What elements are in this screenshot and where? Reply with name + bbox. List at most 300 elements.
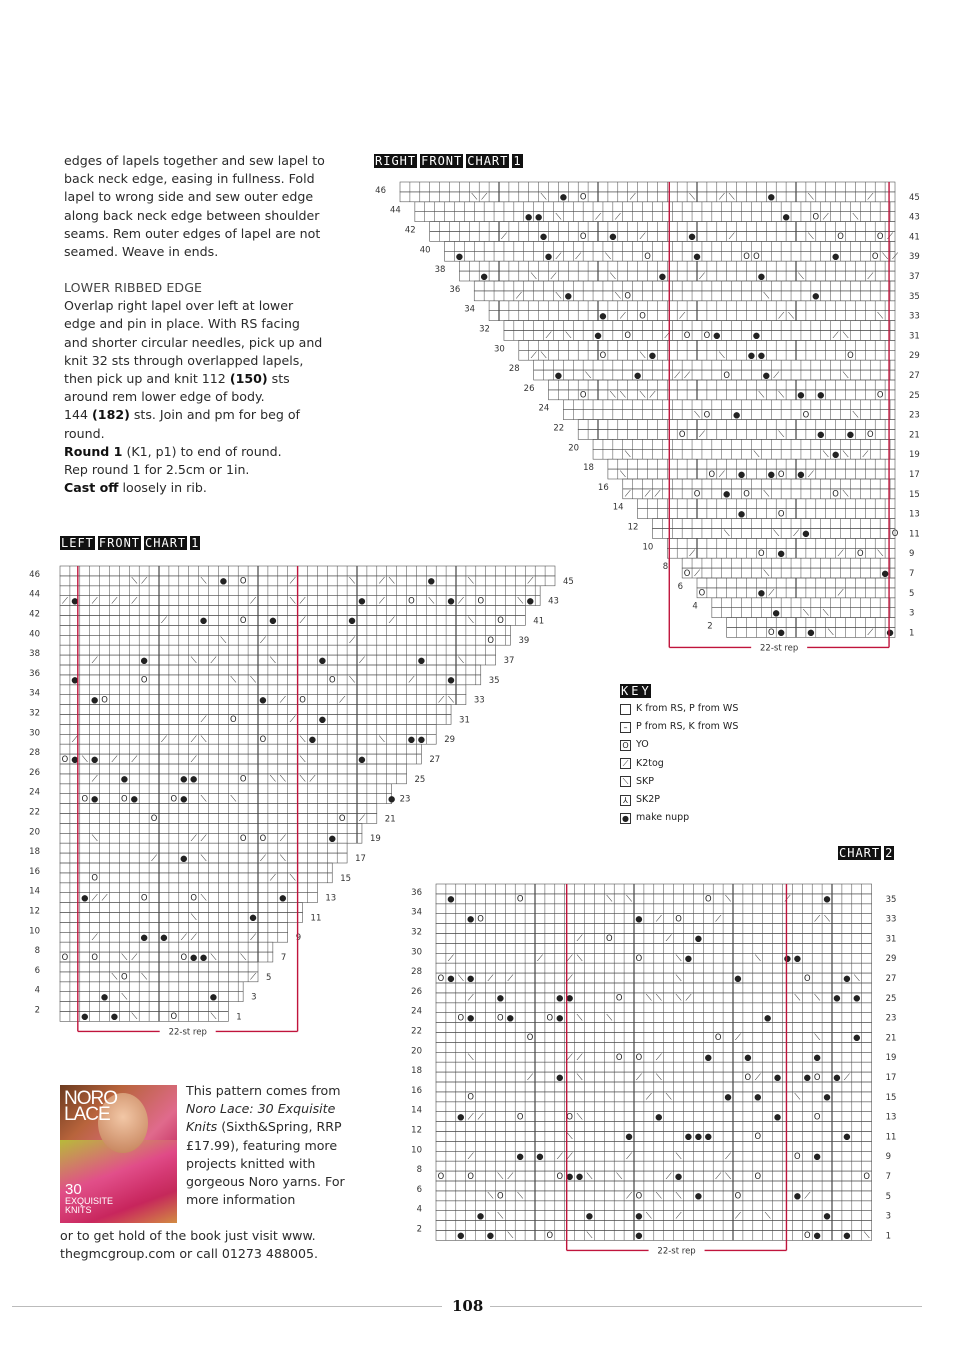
stitch-symbol: ● <box>219 575 228 586</box>
row-number: 24 <box>411 1006 422 1017</box>
stitch-symbol: ⟍ <box>754 953 761 963</box>
stitch-count: 144 (182) sts. Join and pm for beg of round. <box>64 407 300 441</box>
stitch-symbol: ● <box>747 350 756 360</box>
stitch-symbol: ⟋ <box>725 1151 731 1161</box>
stitch-symbol: ⟍ <box>279 773 286 784</box>
stitch-symbol: ⟍ <box>645 992 652 1003</box>
stitch-symbol: ● <box>328 833 336 843</box>
chart-row <box>60 685 466 695</box>
stitch-symbol: ● <box>777 627 785 638</box>
stitch-symbol: ⟍ <box>728 191 735 202</box>
stitch-symbol: ⟍ <box>190 912 197 923</box>
stitch-symbol: ⟍ <box>200 892 207 903</box>
stitch-symbol: ⟍ <box>852 409 859 420</box>
stitch-symbol: O <box>683 330 691 341</box>
row-number: 1 <box>909 628 915 639</box>
stitch-symbol: ● <box>506 1012 514 1023</box>
stitch-symbol: ⟍ <box>210 1011 217 1022</box>
row-number: 6 <box>677 581 683 592</box>
stitch-symbol: ⟋ <box>679 310 686 321</box>
row-number: 37 <box>909 272 920 282</box>
row-number: 7 <box>909 569 915 579</box>
stitch-symbol: ⟋ <box>773 369 780 380</box>
row-number: 9 <box>885 1152 892 1163</box>
row-number: 30 <box>29 728 40 739</box>
row-number: 36 <box>29 668 40 679</box>
stitch-symbol: ⟍ <box>807 191 814 202</box>
stitch-symbol: ⟋ <box>359 813 365 824</box>
stitch-symbol: ⟍ <box>576 1071 583 1082</box>
stitch-symbol: O <box>794 1151 801 1161</box>
row-number: 3 <box>909 608 915 619</box>
stitch-symbol: ⟋ <box>299 615 306 626</box>
row-number: 42 <box>29 609 40 620</box>
stitch-symbol: O <box>723 369 730 380</box>
stitch-symbol: ⟋ <box>408 674 415 685</box>
row-number: 15 <box>340 873 352 884</box>
stitch-symbol: ⟍ <box>121 951 128 962</box>
stitch-symbol: ⟍ <box>91 833 98 843</box>
row-number: 26 <box>411 986 422 997</box>
row-number: 43 <box>909 212 920 223</box>
row-number: 28 <box>29 748 40 759</box>
stitch-symbol: O <box>744 1071 752 1082</box>
row-number: 33 <box>885 914 897 925</box>
stitch-symbol: ⟋ <box>200 833 207 843</box>
row-number: 8 <box>34 946 40 957</box>
stitch-symbol: O <box>777 508 785 519</box>
stitch-symbol: ● <box>100 991 109 1002</box>
stitch-symbol: ● <box>802 528 810 539</box>
row-number: 19 <box>885 1053 897 1064</box>
stitch-symbol: ● <box>564 290 572 301</box>
stitch-symbol: ● <box>833 1071 841 1082</box>
stitch-symbol: ⟍ <box>576 1111 583 1122</box>
row-number: 31 <box>459 715 470 726</box>
stitch-symbol: ● <box>189 951 198 962</box>
stitch-symbol: ⟍ <box>576 1012 583 1023</box>
stitch-symbol: ● <box>797 468 805 479</box>
stitch-symbol: ⟋ <box>694 567 700 578</box>
row-number: 36 <box>449 284 461 295</box>
row-number: 22 <box>553 423 565 434</box>
row-number: 40 <box>29 629 40 640</box>
stitch-symbol: ⟍ <box>606 893 613 904</box>
stitch-symbol: ● <box>782 211 790 222</box>
stitch-symbol: O <box>635 1052 643 1062</box>
stitch-symbol: ⟍ <box>200 575 207 586</box>
stitch-symbol: ● <box>797 389 805 400</box>
stitch-symbol: ● <box>457 1111 465 1122</box>
stitch-symbol: ⟋ <box>629 191 636 202</box>
chart-row <box>652 519 895 529</box>
chart-row <box>623 479 895 489</box>
stitch-symbol: ● <box>539 231 548 242</box>
stitch-symbol: ● <box>71 674 79 685</box>
stitch-symbol: ⟋ <box>62 595 68 606</box>
row-number: 14 <box>411 1105 422 1116</box>
stitch-symbol: O <box>81 793 89 804</box>
stitch-symbol: ⟋ <box>862 449 869 459</box>
stitch-symbol: O <box>743 251 750 261</box>
row-number: 23 <box>909 410 920 421</box>
stitch-symbol: ● <box>817 429 825 440</box>
stitch-symbol: ⟋ <box>299 595 306 606</box>
stitch-symbol: ⟋ <box>200 714 207 725</box>
row-number: 2 <box>707 621 713 632</box>
stitch-symbol: ⟋ <box>639 231 646 242</box>
stitch-symbol: ● <box>783 953 792 963</box>
row-number: 44 <box>390 205 401 216</box>
stitch-symbol: O <box>683 567 691 578</box>
stitch-symbol: ⟍ <box>131 1011 138 1022</box>
stitch-symbol: ⟋ <box>654 488 661 499</box>
stitch-symbol: ⟍ <box>458 654 464 665</box>
stitch-symbol: ⟍ <box>624 449 631 459</box>
stitch-symbol: ⟍ <box>763 290 770 301</box>
chart-row <box>60 863 332 873</box>
stitch-symbol: ⟍ <box>689 191 695 202</box>
stitch-symbol: O <box>579 231 587 242</box>
stitch-symbol: ⟋ <box>699 429 705 440</box>
stitch-symbol: ⟋ <box>161 734 167 744</box>
stitch-symbol: ● <box>684 953 693 963</box>
stitch-symbol: ● <box>704 1052 712 1062</box>
row-number: 33 <box>909 311 920 322</box>
stitch-symbol: ⟋ <box>728 231 735 242</box>
repeat-label: 22-st rep <box>760 643 799 654</box>
stitch-symbol: ⟍ <box>530 270 537 281</box>
row-number: 21 <box>384 814 396 825</box>
stitch-symbol: ⟋ <box>515 290 522 301</box>
row-number: 14 <box>612 502 624 513</box>
stitch-symbol: ⟋ <box>624 488 631 499</box>
row-number: 18 <box>29 847 40 858</box>
stitch-symbol: ⟋ <box>527 1071 533 1082</box>
stitch-symbol: ● <box>90 793 99 804</box>
stitch-symbol: ● <box>773 1111 782 1122</box>
chart-row <box>474 281 895 291</box>
stitch-symbol: ⟋ <box>530 350 537 360</box>
stitch-symbol: ⟍ <box>763 567 770 578</box>
stitch-symbol: ⟍ <box>807 231 814 242</box>
stitch-symbol: ⟋ <box>867 191 874 202</box>
row-number: 25 <box>414 774 426 785</box>
stitch-symbol: O <box>150 813 158 824</box>
stitch-symbol: ⟋ <box>566 1151 573 1161</box>
stitch-symbol: ⟋ <box>566 953 573 963</box>
stitch-symbol: ⟍ <box>802 607 809 618</box>
chart-row <box>60 675 481 685</box>
stitch-symbol: O <box>624 330 631 341</box>
stitch-symbol: ⟋ <box>141 575 148 586</box>
row-number: 5 <box>909 588 915 599</box>
row-number: 10 <box>29 926 40 937</box>
stitch-symbol: ⟍ <box>763 488 770 499</box>
stitch-symbol: ⟋ <box>131 951 138 962</box>
stitch-symbol: ⟍ <box>585 369 592 380</box>
row-number: 20 <box>411 1046 422 1057</box>
row-number: 8 <box>416 1165 422 1176</box>
stitch-symbol: ⟋ <box>555 251 562 261</box>
row-number: 29 <box>909 351 920 362</box>
stitch-symbol: O <box>777 468 785 479</box>
stitch-symbol: ⟍ <box>614 290 621 301</box>
stitch-symbol: ● <box>803 1071 811 1082</box>
stitch-symbol: ⟋ <box>684 369 691 380</box>
stitch-symbol: ● <box>110 1011 119 1022</box>
stitch-symbol: ⟍ <box>675 992 682 1003</box>
chart-row <box>60 833 362 843</box>
stitch-symbol: ⟋ <box>131 753 138 764</box>
stitch-symbol: ⟋ <box>527 575 534 586</box>
stitch-symbol: ● <box>554 369 563 380</box>
cast-off-instruction: Cast off loosely in rib. <box>64 480 207 496</box>
stitch-symbol: ⟍ <box>877 310 884 321</box>
stitch-symbol: ⟍ <box>467 1052 474 1062</box>
stitch-symbol: O <box>579 389 587 400</box>
stitch-symbol: ⟍ <box>606 1012 613 1023</box>
row-number: 4 <box>692 601 698 612</box>
stitch-symbol: ⟋ <box>210 654 217 665</box>
stitch-symbol: ● <box>544 251 553 261</box>
stitch-symbol: ⟍ <box>467 575 474 586</box>
row-number: 29 <box>885 954 897 965</box>
stitch-symbol: ⟍ <box>723 528 730 539</box>
row-number: 26 <box>523 383 535 394</box>
chart-row <box>504 321 895 331</box>
stitch-symbol: O <box>708 468 716 479</box>
stitch-symbol: ⟋ <box>467 992 474 1003</box>
stitch-symbol: ⟋ <box>250 971 256 982</box>
stitch-symbol: ⟍ <box>814 992 821 1003</box>
stitch-symbol: ⟋ <box>674 369 681 380</box>
stitch-symbol: O <box>239 575 247 586</box>
stitch-symbol: ⟋ <box>754 1071 761 1082</box>
row-number: 39 <box>909 252 920 263</box>
stitch-symbol: ● <box>633 369 642 380</box>
row-number: 27 <box>885 974 897 984</box>
stitch-symbol: ⟋ <box>501 231 507 242</box>
stitch-symbol: ● <box>559 191 568 202</box>
stitch-symbol: ● <box>817 389 825 400</box>
stitch-symbol: ⟋ <box>689 548 695 558</box>
stitch-symbol: ⟍ <box>798 270 804 281</box>
stitch-symbol: O <box>871 251 879 261</box>
stitch-symbol: ⟍ <box>378 734 385 744</box>
chart2-title: CHART 2 <box>839 846 894 860</box>
stitch-symbol: O <box>803 972 811 983</box>
stitch-symbol: ● <box>635 913 643 924</box>
row-number: 35 <box>885 894 897 905</box>
stitch-symbol: ⟋ <box>151 852 157 863</box>
chart-row <box>60 635 510 645</box>
stitch-symbol: O <box>239 773 247 784</box>
stitch-symbol: ⟍ <box>190 654 197 665</box>
stitch-symbol: O <box>239 833 247 843</box>
row-number: 31 <box>909 331 920 342</box>
stitch-symbol: ⟋ <box>250 932 256 942</box>
row-number: 16 <box>597 482 609 493</box>
repeat-instruction: Rep round 1 for 2.5cm or 1in. <box>64 462 250 478</box>
section-heading: LOWER RIBBED EDGE <box>64 280 203 295</box>
chart-row <box>60 705 451 715</box>
row-number: 13 <box>885 1112 897 1123</box>
stitch-symbol: O <box>605 933 613 944</box>
row-number: 39 <box>518 636 530 647</box>
stitch-symbol: ⟍ <box>220 635 227 645</box>
stitch-symbol: ⟍ <box>604 251 611 261</box>
row-number: 42 <box>404 225 416 236</box>
stitch-symbol: ● <box>358 595 366 606</box>
row-number: 32 <box>411 927 422 938</box>
stitch-symbol: ⟍ <box>200 852 207 863</box>
row-number: 9 <box>295 933 302 944</box>
stitch-symbol: ⟋ <box>458 595 464 606</box>
stitch-symbol: ⟍ <box>210 951 217 962</box>
stitch-symbol: O <box>767 627 775 638</box>
chart-row <box>489 311 895 321</box>
stitch-symbol: ● <box>209 991 218 1002</box>
row-number: 41 <box>533 616 545 627</box>
stitch-symbol: O <box>624 290 631 301</box>
stitch-symbol: ● <box>853 1032 861 1043</box>
stitch-symbol: ● <box>427 575 435 586</box>
stitch-symbol: O <box>615 992 623 1003</box>
stitch-symbol: ● <box>732 409 741 420</box>
stitch-symbol: O <box>579 191 587 202</box>
stitch-symbol: ● <box>318 714 327 725</box>
stitch-symbol: O <box>714 1032 722 1043</box>
stitch-symbol: ⟍ <box>299 753 306 764</box>
row-number: 1 <box>236 1012 242 1023</box>
stitch-symbol: ⟍ <box>289 595 296 606</box>
stitch-symbol: O <box>91 951 98 962</box>
row-number: 10 <box>411 1145 422 1156</box>
row-number: 32 <box>479 324 490 335</box>
row-number: 12 <box>411 1125 422 1136</box>
stitch-symbol: ● <box>773 1071 782 1082</box>
chart-row <box>60 715 451 725</box>
stitch-symbol: ⟍ <box>619 468 626 479</box>
stitch-symbol: ⟍ <box>788 310 794 321</box>
row-number: 44 <box>29 589 40 600</box>
stitch-symbol: ⟍ <box>240 951 247 962</box>
stitch-symbol: ● <box>348 615 356 626</box>
stitch-symbol: ⟍ <box>609 270 616 281</box>
stitch-symbol: ● <box>387 793 396 804</box>
stitch-symbol: ● <box>526 595 534 606</box>
stitch-symbol: ● <box>881 567 889 578</box>
chart-row <box>60 823 362 833</box>
stitch-symbol: ● <box>140 654 148 665</box>
stitch-symbol: ● <box>831 251 840 261</box>
row-number: 3 <box>251 992 257 1003</box>
stitch-symbol: ⟋ <box>807 468 814 479</box>
chart-row <box>593 439 895 449</box>
stitch-symbol: O <box>639 310 646 321</box>
stitch-symbol: ● <box>269 615 277 626</box>
stitch-symbol: ⟍ <box>555 290 562 301</box>
stitch-symbol: O <box>140 674 148 685</box>
stitch-symbol: ● <box>757 270 766 281</box>
stitch-symbol: O <box>678 429 686 440</box>
stitch-symbol: ⟍ <box>299 773 306 784</box>
stitch-symbol: ● <box>737 508 746 519</box>
stitch-symbol: ⟋ <box>507 972 514 983</box>
stitch-symbol: ● <box>496 992 505 1003</box>
row-number: 13 <box>909 509 920 520</box>
row-number: 24 <box>538 403 550 414</box>
stitch-symbol: ⟋ <box>111 595 118 606</box>
stitch-symbol: ⟍ <box>566 1131 573 1142</box>
stitch-symbol: ● <box>793 953 802 963</box>
stitch-symbol: ⟍ <box>299 734 306 744</box>
row-number: 46 <box>29 569 40 580</box>
chart-row <box>60 942 273 952</box>
row-number: 23 <box>399 794 411 805</box>
stitch-symbol: ⟋ <box>832 330 839 341</box>
stitch-symbol: ⟍ <box>141 971 148 982</box>
row-number: 18 <box>583 463 594 474</box>
stitch-symbol: ● <box>694 1131 703 1142</box>
intro-text: edges of lapels together and sew lapel to back neck edge, easing in fullness. Fold lapel to wrong side and sew outer edge along back neck edge between shoulder seams. Rem outer edges of lapel are not seamed. Weave in ends. <box>64 153 325 260</box>
stitch-symbol: ⟋ <box>190 753 197 764</box>
stitch-symbol: O <box>516 1111 524 1122</box>
stitch-symbol: ⟍ <box>718 350 725 360</box>
row-number: 17 <box>885 1073 897 1083</box>
stitch-symbol: ● <box>886 627 894 638</box>
stitch-symbol: O <box>338 813 346 824</box>
stitch-symbol: ● <box>713 330 721 341</box>
row-number: 34 <box>464 304 476 315</box>
stitch-symbol: ⟍ <box>467 615 474 626</box>
stitch-symbol: O <box>229 714 237 725</box>
row-number: 33 <box>473 695 485 706</box>
chart-row <box>415 202 895 212</box>
row-number: 32 <box>29 708 40 719</box>
row-number: 4 <box>34 985 40 996</box>
stitch-symbol: ● <box>318 654 327 665</box>
stitch-symbol: ● <box>843 972 851 983</box>
stitch-symbol: O <box>101 694 108 705</box>
stitch-symbol: ⟋ <box>101 892 108 903</box>
stitch-symbol: ⟍ <box>609 389 616 400</box>
stitch-symbol: O <box>467 1091 474 1102</box>
stitch-symbol: ⟍ <box>822 449 829 459</box>
stitch-symbol: O <box>857 548 864 558</box>
row-number: 16 <box>29 866 40 877</box>
stitch-symbol: ⟍ <box>349 575 355 586</box>
stitch-symbol: ⟍ <box>842 330 849 341</box>
stitch-symbol: ⟋ <box>699 270 705 281</box>
row-number: 8 <box>662 562 669 573</box>
stitch-symbol: ● <box>833 992 841 1003</box>
stitch-symbol: ⟍ <box>778 389 785 400</box>
stitch-symbol: O <box>190 892 197 903</box>
chart-row <box>549 380 896 390</box>
stitch-symbol: O <box>754 1131 762 1142</box>
stitch-symbol: ● <box>723 488 731 499</box>
row-number: 40 <box>419 245 431 256</box>
stitch-symbol: ● <box>71 595 79 606</box>
stitch-symbol: ⟋ <box>892 251 898 261</box>
stitch-symbol: ⟋ <box>735 1032 741 1043</box>
stitch-symbol: ⟋ <box>190 734 197 744</box>
stitch-symbol: ⟋ <box>626 1151 632 1161</box>
row-number: 13 <box>325 893 337 904</box>
stitch-symbol: ● <box>853 992 861 1003</box>
